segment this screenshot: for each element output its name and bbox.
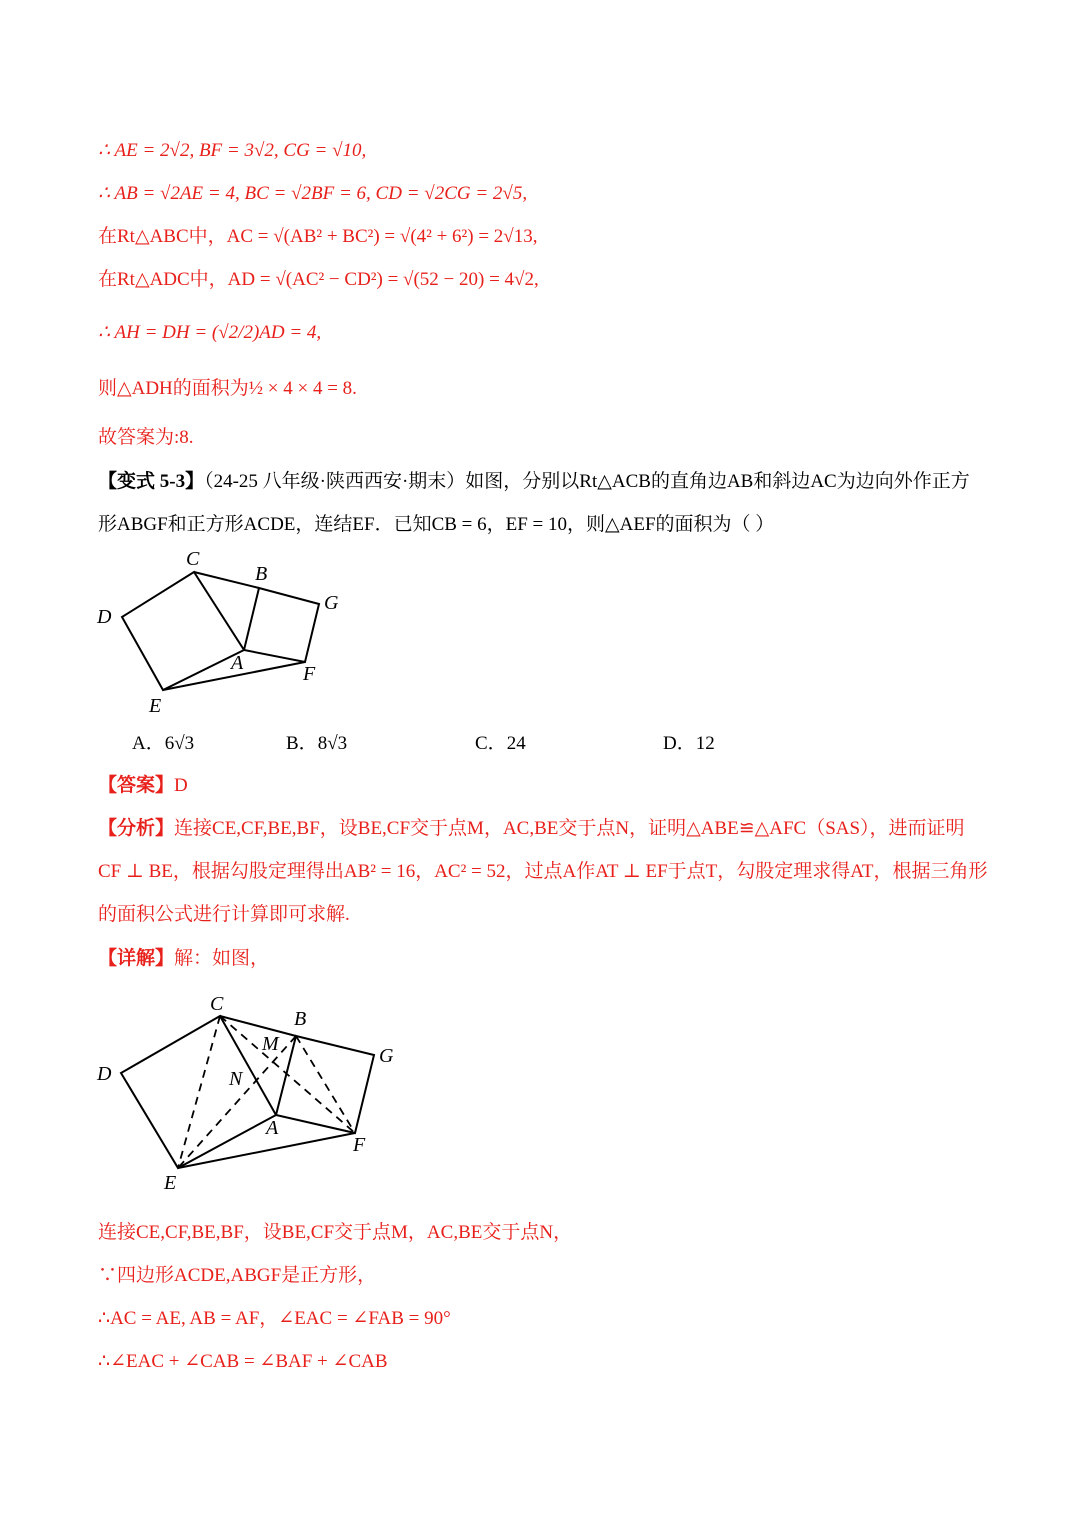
solution-line-2: ∴ AB = √2AE = 4, BC = √2BF = 6, CD = √2CG = 2√5, xyxy=(98,183,528,204)
fig2-label-a: A xyxy=(266,1117,279,1139)
fig2-label-c: C xyxy=(210,993,224,1015)
detail-line xyxy=(98,946,269,972)
fig1-label-f: F xyxy=(303,663,316,685)
solution-line-3: 在Rt△ABC中，AC = √(AB² + BC²) = √(4² + 6²) = 2√13, xyxy=(98,226,538,247)
analysis-line-3: 的面积公式进行计算即可求解. xyxy=(98,904,350,925)
analysis-line-1 xyxy=(98,816,965,842)
problem-line-2: 形ABGF和正方形ACDE，连结EF．已知CB = 6，EF = 10，则△AEF的面积为（ ） xyxy=(98,514,775,535)
option-d-value: 12 xyxy=(695,733,715,754)
figure-1 xyxy=(90,545,360,720)
fig1-label-d: D xyxy=(97,606,112,628)
fig1-label-e: E xyxy=(149,695,162,717)
fig1-label-b: B xyxy=(255,563,268,585)
analysis-line-2: CF ⊥ BE，根据勾股定理得出AB² = 16，AC² = 52，过点A作AT ⊥ EF于点T，勾股定理求得AT，根据三角形 xyxy=(98,861,988,882)
fig2-label-b: B xyxy=(294,1008,307,1030)
square-abgf xyxy=(244,588,319,662)
solution-line-4: 在Rt△ADC中，AD = √(AC² − CD²) = √(52 − 20) = 4√2, xyxy=(98,269,539,290)
option-c-label: C． xyxy=(475,733,507,754)
detail-line-3: ∴AC = AE, AB = AF，∠EAC = ∠FAB = 90° xyxy=(98,1308,451,1329)
answer-tag: 【答案】 xyxy=(98,775,175,796)
fig1-label-c: C xyxy=(186,548,200,570)
option-a-value: 6√3 xyxy=(164,733,195,754)
fig2-label-d: D xyxy=(97,1063,112,1085)
analysis-text-1: 连接CE,CF,BE,BF，设BE,CF交于点M，AC,BE交于点N，证明△ABE≌△AFC（SAS），进而证明 xyxy=(174,818,965,839)
square-acde xyxy=(122,572,244,690)
answer-line xyxy=(98,773,188,799)
solution-line-1: ∴ AE = 2√2, BF = 3√2, CG = √10, xyxy=(98,140,367,161)
solution-line-6: 则△ADH的面积为½ × 4 × 4 = 8. xyxy=(98,378,357,399)
option-b[interactable] xyxy=(286,731,347,757)
fig2-label-g: G xyxy=(379,1045,394,1067)
fig2-label-m: M xyxy=(262,1033,279,1055)
fig1-label-g: G xyxy=(324,592,339,614)
fig2-label-n: N xyxy=(229,1068,243,1090)
solution-line-5: ∴ AH = DH = (√2/2)AD = 4, xyxy=(98,322,322,343)
detail-line-1: 连接CE,CF,BE,BF，设BE,CF交于点M，AC,BE交于点N， xyxy=(98,1222,573,1243)
option-b-value: 8√3 xyxy=(317,733,348,754)
option-d[interactable] xyxy=(663,731,715,757)
option-a-label: A． xyxy=(132,733,165,754)
option-c[interactable] xyxy=(475,731,526,757)
option-b-label: B． xyxy=(286,733,318,754)
option-d-label: D． xyxy=(663,733,696,754)
fig2-label-f: F xyxy=(353,1134,366,1156)
detail-intro: 解：如图， xyxy=(174,948,270,969)
problem-line-1 xyxy=(98,469,970,495)
analysis-tag: 【分析】 xyxy=(98,818,175,839)
answer-value: D xyxy=(174,775,188,796)
solution-line-7: 故答案为:8. xyxy=(98,427,194,448)
problem-text-1: （24-25 八年级·陕西西安·期末）如图，分别以Rt△ACB的直角边AB和斜边AC为边向外作正方 xyxy=(204,471,970,492)
fig2-label-e: E xyxy=(164,1172,177,1194)
fig2-dashed-bf xyxy=(296,1036,355,1133)
problem-tag: 【变式 5-3】 xyxy=(98,471,205,492)
detail-tag: 【详解】 xyxy=(98,948,175,969)
detail-line-4: ∴∠EAC + ∠CAB = ∠BAF + ∠CAB xyxy=(98,1351,388,1372)
detail-line-2: ∵四边形ACDE,ABGF是正方形， xyxy=(98,1265,377,1286)
option-c-value: 24 xyxy=(506,733,526,754)
option-a[interactable] xyxy=(132,731,194,757)
fig1-label-a: A xyxy=(231,652,244,674)
figure-2 xyxy=(90,990,410,1195)
